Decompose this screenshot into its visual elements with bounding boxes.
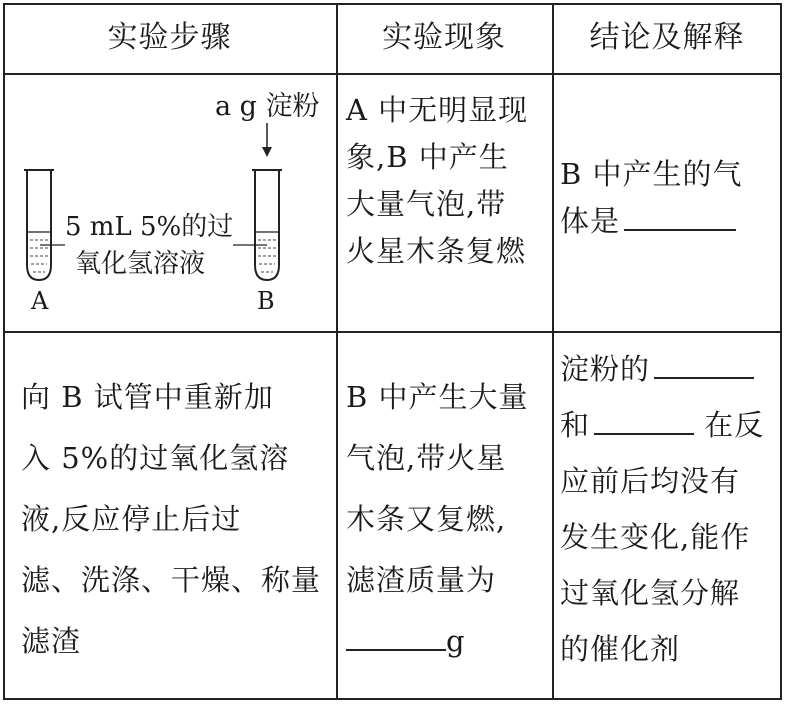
row2-conclusion <box>560 341 780 677</box>
row-divider <box>3 331 782 333</box>
conclusion-starch-text: 淀粉的 <box>560 352 651 386</box>
table-border-right <box>780 3 782 700</box>
tube-b-label: B <box>257 287 275 315</box>
row2-mass-line <box>346 611 550 672</box>
test-tube-b <box>252 170 282 280</box>
mass-answer-blank[interactable] <box>346 619 446 651</box>
tube-a-label: A <box>31 287 49 315</box>
row2-conclusion-line: 过氧化氢分解 <box>560 576 741 610</box>
row1-phenomena-line: 象,B 中产生 <box>346 140 509 174</box>
solution-label-line2: 氧化氢溶液 <box>75 249 206 279</box>
table-border-bottom <box>3 698 782 700</box>
row1-phenomena-line: 火星木条复燃 <box>346 234 527 268</box>
row2-phenomena-line: B 中产生大量 <box>346 380 529 414</box>
starch-arrowhead <box>262 147 272 157</box>
col-divider-1 <box>336 3 338 700</box>
row1-conclusion <box>560 151 780 245</box>
row2-conclusion-line: 应前后均没有 <box>560 464 741 498</box>
conclusion-and-text: 和 <box>560 408 591 442</box>
experiment-table <box>3 3 782 700</box>
row2-conclusion-line2 <box>560 397 780 453</box>
solution-label-line1: 5 mL 5%的过 <box>65 212 234 242</box>
row1-phenomena-line: A 中无明显现 <box>346 93 529 127</box>
col-divider-2 <box>552 3 554 700</box>
row2-phenomena-line: 木条又复燃, <box>346 502 507 536</box>
mass-unit: g <box>446 624 466 658</box>
conclusion-gas-label: 体是 <box>560 204 621 238</box>
starch-label: a g 淀粉 <box>215 91 320 122</box>
test-tube-a <box>24 170 54 280</box>
row2-conclusion-line1 <box>560 341 780 397</box>
row2-steps-line: 滤、洗涤、干燥、称量 <box>21 563 322 597</box>
row2-steps-line: 入 5%的过氧化氢溶 <box>21 441 290 475</box>
row2-steps-line: 向 B 试管中重新加 <box>21 380 274 414</box>
row2-conclusion-line: 发生变化,能作 <box>560 520 751 554</box>
row1-conclusion-line1: B 中产生的气 <box>560 157 743 191</box>
row1-phenomena-line: 大量气泡,带 <box>346 187 507 221</box>
header-phenomena: 实验现象 <box>382 20 506 55</box>
row2-steps-line: 液,反应停止后过 <box>21 502 242 536</box>
header-conclusion: 结论及解释 <box>589 20 745 55</box>
test-tube-diagram <box>5 75 335 330</box>
header-steps: 实验步骤 <box>107 20 232 55</box>
row2-steps-line: 滤渣 <box>21 624 82 658</box>
property-blank-2[interactable] <box>594 403 694 435</box>
row2-conclusion-line: 的催化剂 <box>560 632 681 666</box>
row1-phenomena <box>346 87 550 275</box>
row2-phenomena-line: 滤渣质量为 <box>346 563 497 597</box>
gas-answer-blank[interactable] <box>624 199 736 231</box>
row2-phenomena <box>346 367 550 672</box>
row1-conclusion-line2 <box>560 198 780 245</box>
row2-phenomena-line: 气泡,带火星 <box>346 441 507 475</box>
row2-steps <box>21 367 333 672</box>
conclusion-before-text: 在反 <box>704 408 765 442</box>
property-blank-1[interactable] <box>654 347 754 379</box>
